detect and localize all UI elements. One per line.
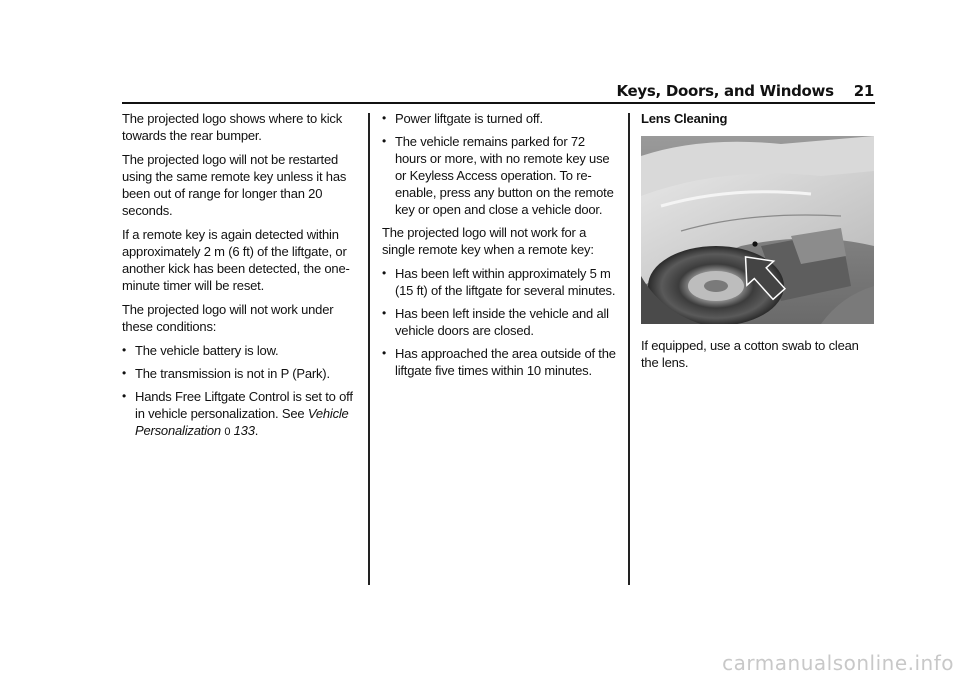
running-header xyxy=(616,82,874,100)
page-number: 21 xyxy=(853,82,874,100)
bullet-icon: • xyxy=(382,266,387,280)
bullet-icon: • xyxy=(122,343,127,357)
bullet-icon: • xyxy=(122,389,127,403)
bullet-icon: • xyxy=(382,306,387,320)
column-divider-1 xyxy=(368,113,370,585)
column-1 xyxy=(122,110,357,447)
section-heading: Lens Cleaning xyxy=(641,111,728,126)
lens-illustration xyxy=(641,136,874,324)
bullet-item: • The vehicle remains parked for 72 hours or more, with no remote key use or Keyless Access operation. To re-enable, press any button on the remote key or open and close a vehicle door. xyxy=(382,134,614,217)
bullet-item: • Has approached the area outside of the liftgate five times within 10 minutes. xyxy=(382,346,616,378)
column-3 xyxy=(641,110,876,378)
bullet-item: • Has been left inside the vehicle and all vehicle doors are closed. xyxy=(382,306,609,338)
section-title: Keys, Doors, and Windows xyxy=(616,82,834,100)
bullet-item: • The vehicle battery is low. xyxy=(122,343,279,358)
paragraph: The projected logo will not work for a single remote key when a remote key: xyxy=(382,225,594,257)
bullet-item: • The transmission is not in P (Park). xyxy=(122,366,330,381)
bullet-icon: • xyxy=(122,366,127,380)
paragraph: If a remote key is again detected within approximately 2 m (6 ft) of the liftgate, or another kick has been detected, the one-minute timer will be reset. xyxy=(122,227,350,293)
watermark-text: carmanualsonline.info xyxy=(722,651,954,675)
column-divider-2 xyxy=(628,113,630,585)
paragraph: The projected logo will not be restarted using the same remote key unless it has been out of range for longer than 20 seconds. xyxy=(122,152,347,218)
bullet-icon: • xyxy=(382,134,387,148)
cross-reference-page[interactable]: 133 xyxy=(233,423,255,438)
page-ref-icon: 0 xyxy=(224,426,231,438)
bullet-icon: • xyxy=(382,111,387,125)
bullet-item: • Hands Free Liftgate Control is set to off in vehicle personalization. See Vehicle Personalization 0 133. xyxy=(122,389,353,438)
paragraph: The projected logo will not work under these conditions: xyxy=(122,302,334,334)
bullet-icon: • xyxy=(382,346,387,360)
column-2 xyxy=(382,110,617,385)
paragraph: If equipped, use a cotton swab to clean the lens. xyxy=(641,338,859,370)
cross-reference-link[interactable]: Vehicle Personalization xyxy=(135,406,349,438)
header-rule xyxy=(122,102,875,104)
bullet-item: • Has been left within approximately 5 m (15 ft) of the liftgate for several minutes. xyxy=(382,266,616,298)
paragraph: The projected logo shows where to kick towards the rear bumper. xyxy=(122,111,343,143)
bullet-item: • Power liftgate is turned off. xyxy=(382,111,543,126)
